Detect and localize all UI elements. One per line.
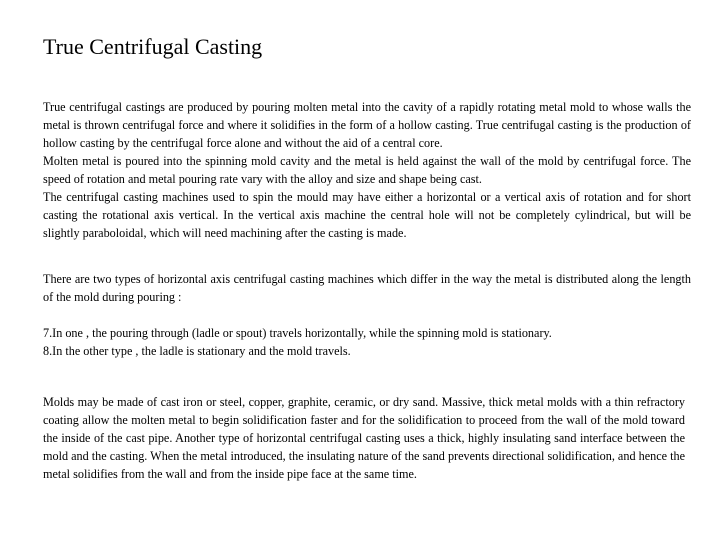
types-list xyxy=(43,324,691,360)
intro-paragraph: True centrifugal castings are produced by pouring molten metal into the cavity of a rapidly rotating metal mold to whose walls the metal is thrown centrifugal force and where it solidifies in the form of a hollow casting. True centrifugal casting is the production of hollow casting by the centrifugal force alone and without the aid of a central core. xyxy=(43,100,691,150)
list-item: 8.In the other type , the ladle is stationary and the mold travels. xyxy=(43,344,351,358)
molds-paragraph: Molds may be made of cast iron or steel, copper, graphite, ceramic, or dry sand. Massive, thick metal molds with a thin refractory coating allow the molten metal to begin solidification faster and for the solidification to proceed from the wall of the mold toward the inside of the cast pipe. Another type of horizontal centrifugal casting uses a thick, highly insulating sand interface between the mold and the casting. When the metal introduced, the insulating nature of the sand prevents directional solidification, and hence the metal solidifies from the wall and from the inside pipe face at the same time. xyxy=(43,395,685,481)
molds-section xyxy=(43,393,685,483)
intro-section xyxy=(43,98,691,242)
types-paragraph: There are two types of horizontal axis centrifugal casting machines which differ in the way the metal is distributed along the length of the mold during pouring : xyxy=(43,272,691,304)
page-title: True Centrifugal Casting xyxy=(43,34,263,59)
intro-paragraph: Molten metal is poured into the spinning mold cavity and the metal is held against the wall of the mold by centrifugal force. The speed of rotation and metal pouring rate vary with the alloy and size and shape being cast. xyxy=(43,154,691,186)
intro-paragraph: The centrifugal casting machines used to spin the mould may have either a horizontal or a vertical axis of rotation and for short casting the rotational axis vertical. In the vertical axis machine the central hole will not be completely cylindrical, but will be slightly paraboloidal, which will need machining after the casting is made. xyxy=(43,190,691,240)
list-item: 7.In one , the pouring through (ladle or spout) travels horizontally, while the spinning mold is stationary. xyxy=(43,326,552,340)
types-section xyxy=(43,270,691,306)
